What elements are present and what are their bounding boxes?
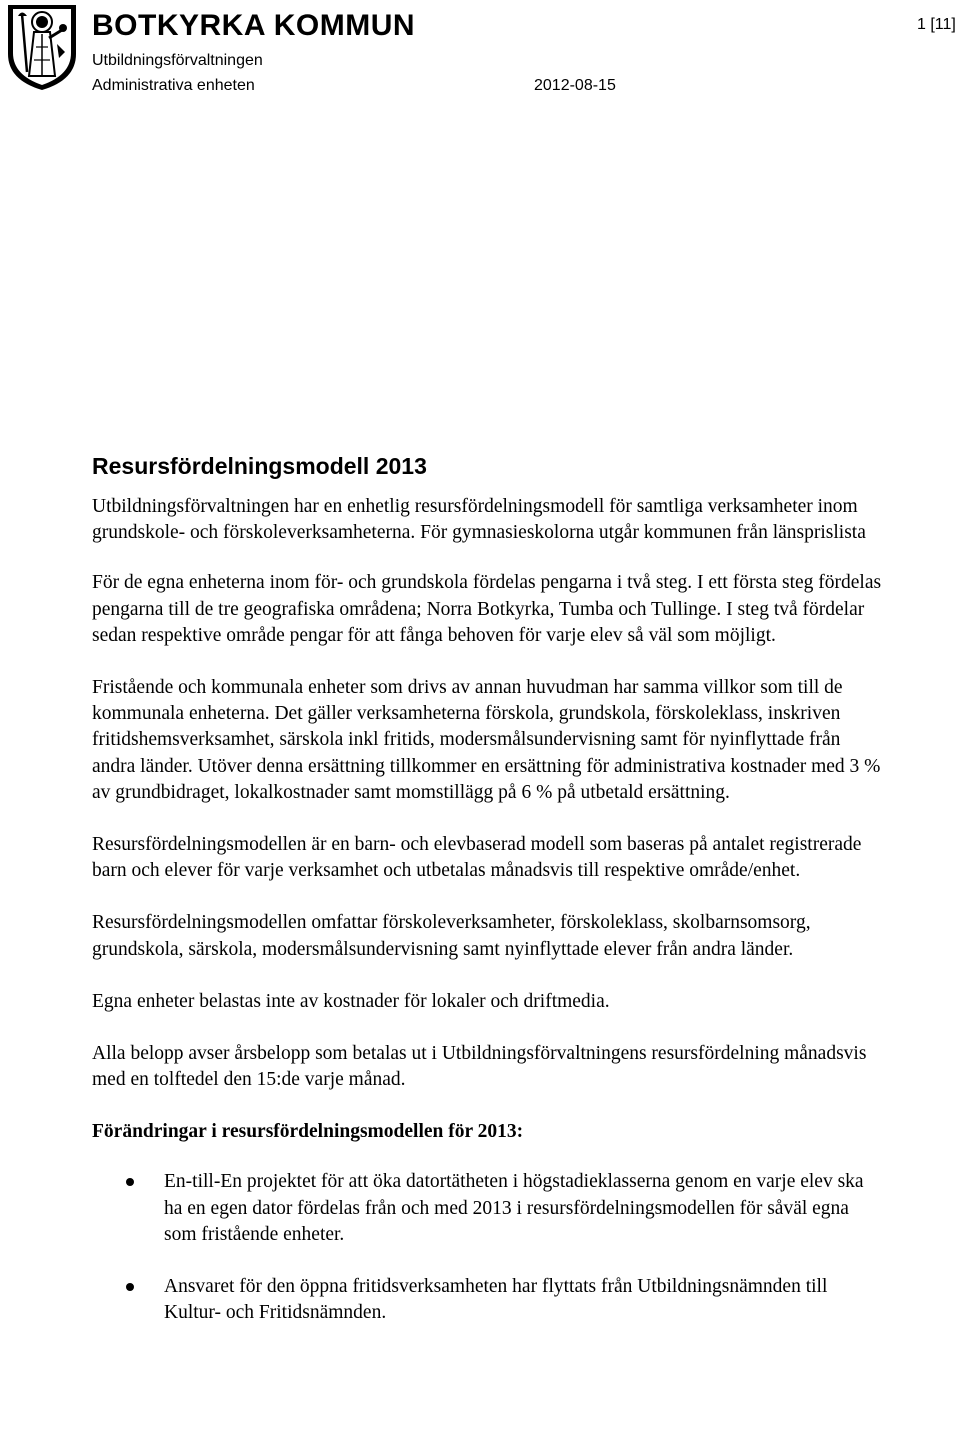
changes-list [92, 1169, 882, 1326]
coat-of-arms-icon [5, 2, 79, 92]
page-number: 1 [11] [917, 16, 956, 33]
paragraph-model-scope: Resursfördelningsmodellen omfattar förskoleverksamheter, förskoleklass, skolbarnsomsorg, grundskola, särskola, modersmålsundervisning samt nyinflyttade elever från andra länder. [92, 912, 811, 960]
list-item-text: En-till-En projektet för att öka datortätheten i högstadieklasserna genom en varje elev ska ha en egen dator fördelas från och med 2013 i resursfördelningsmodellen för såväl egna som fristående enheter. [164, 1171, 864, 1245]
paragraph-independent-units: Fristående och kommunala enheter som drivs av annan huvudman har samma villkor som till de kommunala enheterna. Det gäller verksamheterna förskola, grundskola, förskoleklass, inskriven fritidshemsverksamhet, särskola inkl fritids, modersmålsundervisning samt för nyinflyttade från andra länder. Utöver denna ersättning tillkommer en ersättning för administrativa kostnader med 3 % av grundbidraget, lokalkostnader samt momstillägg på 6 % på utbetald ersättning. [92, 677, 881, 803]
paragraph-costs: Egna enheter belastas inte av kostnader för lokaler och driftmedia. [92, 990, 610, 1012]
bullet-icon [126, 1283, 134, 1291]
organization-name: BOTKYRKA KOMMUN [92, 9, 416, 42]
paragraph-distribution: För de egna enheterna inom för- och grundskola fördelas pengarna i två steg. I ett första steg fördelas pengarna till de tre geografiska områdena; Norra Botkyrka, Tumba och Tullinge. I steg två fördelar sedan respektive område pengar för att fånga behoven för varje elev så väl som möjligt. [92, 572, 882, 646]
paragraph-payments: Alla belopp avser årsbelopp som betalas ut i Utbildningsförvaltningens resursfördelning månadsvis med en tolftedel den 15:de varje månad. [92, 1043, 867, 1091]
document-date: 2012-08-15 [534, 77, 616, 94]
paragraph-model-basis: Resursfördelningsmodellen är en barn- och elevbaserad modell som baseras på antalet registrerade barn och elever för varje verksamhet och utbetalas månadsvis till respektive område/enhet. [92, 834, 862, 882]
unit-name: Administrativa enheten [92, 77, 255, 94]
paragraph-intro: Utbildningsförvaltningen har en enhetlig resursfördelningsmodell för samtliga verksamheter inom grundskole- och förskoleverksamheterna. För gymnasieskolorna utgår kommunen från länsprislista [92, 496, 866, 544]
document-body [92, 452, 882, 1352]
bullet-icon [126, 1178, 134, 1186]
list-item [92, 1169, 882, 1248]
list-item [92, 1274, 882, 1326]
section-heading-changes: Förändringar i resursfördelningsmodellen för 2013: [92, 1121, 524, 1143]
document-title: Resursfördelningsmodell 2013 [92, 453, 427, 479]
department-name: Utbildningsförvaltningen [92, 52, 263, 69]
list-item-text: Ansvaret för den öppna fritidsverksamheten har flyttats från Utbildningsnämnden till Kultur- och Fritidsnämnden. [164, 1276, 828, 1324]
